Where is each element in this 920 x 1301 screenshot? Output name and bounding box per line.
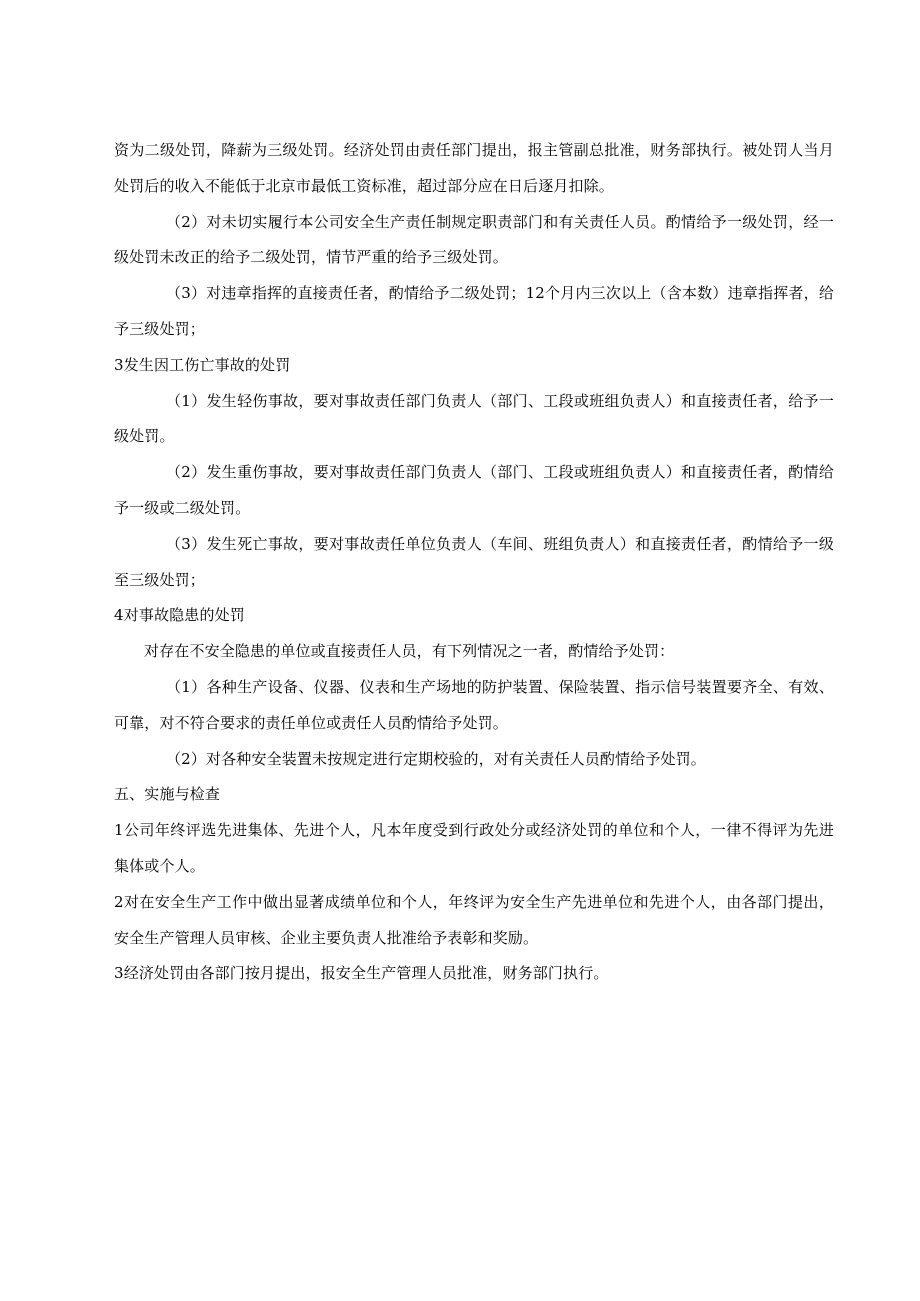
paragraph-item-2-safety-device-checks: （2）对各种安全装置未按规定进行定期校验的，对有关责任人员酌情给予处罚。 [166,749,706,768]
paragraph-item-1-minor-injury: （1）发生轻伤事故，要对事故责任部门负责人（部门、工段或班组负责人）和直接责任者，给予一级处罚。 [114,391,834,446]
paragraph-implementation-2: 2对在安全生产工作中做出显著成绩单位和个人，年终评为安全生产先进单位和先进个人，由各部门提出，安全生产管理人员审核、企业主要负责人批准给予表彰和奖励。 [114,892,834,947]
paragraph-item-3-fatal-accident: （3）发生死亡事故，要对事故责任单位负责人（车间、班组负责人）和直接责任者，酌情给予一级至三级处罚； [114,534,834,589]
paragraph-item-2-serious-injury: （2）发生重伤事故，要对事故责任部门负责人（部门、工段或班组负责人）和直接责任者，酌情给予一级或二级处罚。 [114,463,834,517]
document-body [114,133,834,992]
paragraph-implementation-3: 3经济处罚由各部门按月提出，报安全生产管理人员批准，财务部门执行。 [114,964,609,983]
section-heading-implementation-inspection: 五、实施与检查 [114,785,221,804]
paragraph-item-2-responsibility: （2）对未切实履行本公司安全生产责任制规定职责部门和有关责任人员。酌情给予一级处罚，经一级处罚未改正的给予二级处罚，情节严重的给予三级处罚。 [114,212,834,267]
paragraph-item-3-illegal-command: （3）对违章指挥的直接责任者，酌情给予二级处罚；12个月内三次以上（含本数）违章指挥者，给予三级处罚； [114,284,834,338]
section-heading-hazard-penalties: 4对事故隐患的处罚 [114,606,245,625]
paragraph-implementation-1: 1公司年终评选先进集体、先进个人，凡本年度受到行政处分或经济处罚的单位和个人，一律不得评为先进集体或个人。 [114,821,834,875]
paragraph-hazard-intro: 对存在不安全隐患的单位或直接责任人员，有下列情况之一者，酌情给予处罚： [144,642,675,661]
paragraph-continuation: 资为二级处罚，降薪为三级处罚。经济处罚由责任部门提出，报主管副总批准，财务部执行。被处罚人当月处罚后的收入不能低于北京市最低工资标准，超过部分应在日后逐月扣除。 [114,141,834,195]
paragraph-item-1-equipment-safety: （1）各种生产设备、仪器、仪表和生产场地的防护装置、保险装置、指示信号装置要齐全、有效、可靠，对不符合要求的责任单位或责任人员酌情给予处罚。 [114,677,834,732]
section-heading-accident-penalties: 3发生因工伤亡事故的处罚 [114,355,291,374]
